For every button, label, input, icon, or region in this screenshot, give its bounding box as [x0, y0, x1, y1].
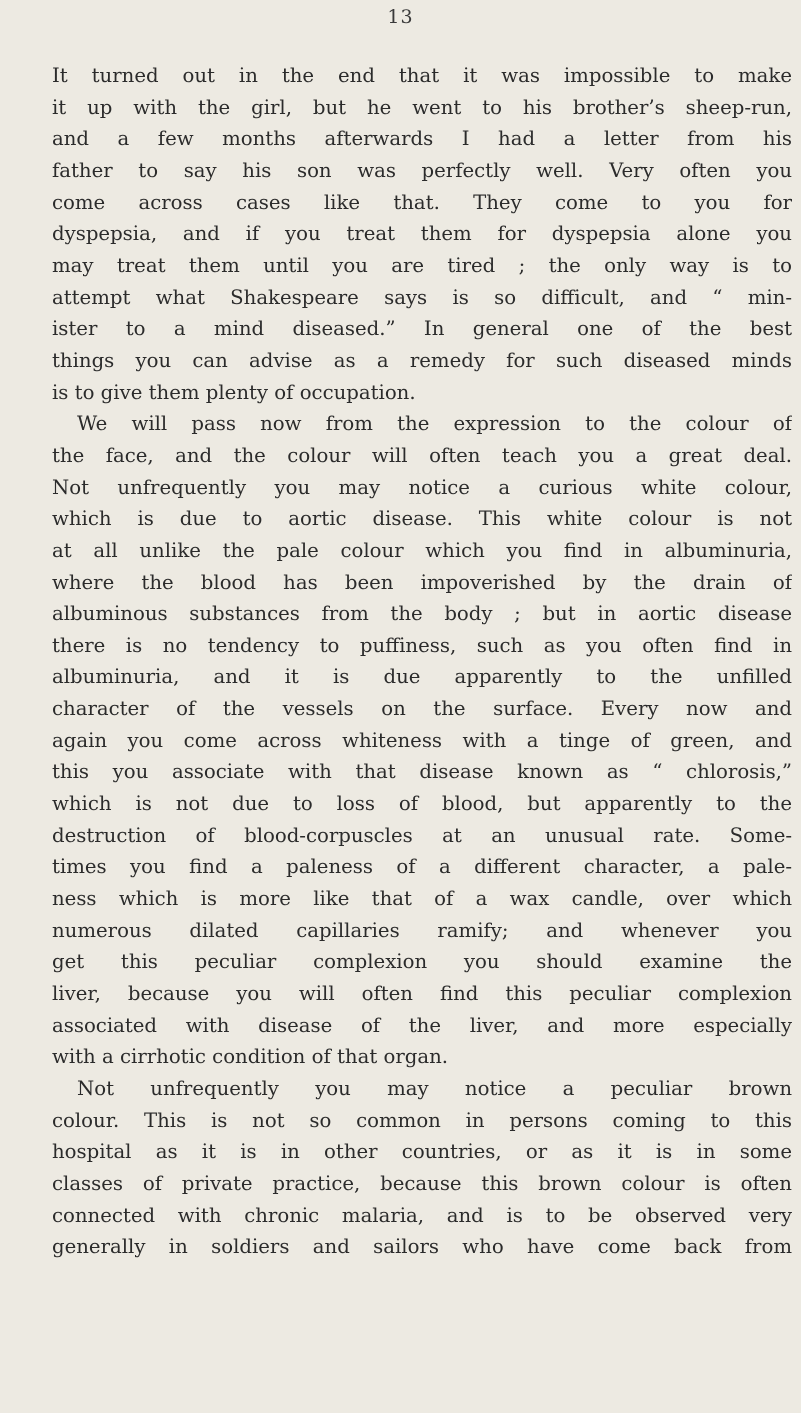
- text-line: the face, and the colour will often teach you a great deal.: [52, 443, 792, 467]
- body-text: [52, 60, 792, 1263]
- text-line: which is due to aortic disease. This white colour is not: [52, 507, 792, 531]
- text-line: associated with disease of the liver, and more especially: [52, 1013, 792, 1037]
- text-line: ister to a mind diseased.” In general one of the best: [52, 317, 792, 341]
- text-line: destruction of blood-corpuscles at an unusual rate. Some-: [52, 823, 792, 847]
- text-line: with a cirrhotic condition of that organ.: [52, 1045, 449, 1069]
- text-line: dyspepsia, and if you treat them for dyspepsia alone you: [52, 222, 792, 246]
- text-line: We will pass now from the expression to the colour of: [77, 412, 792, 436]
- text-line: character of the vessels on the surface. Every now and: [52, 697, 792, 721]
- text-line: colour. This is not so common in persons coming to this: [52, 1108, 792, 1132]
- text-line: hospital as it is in other countries, or as it is in some: [52, 1140, 792, 1164]
- text-line: it up with the girl, but he went to his brother’s sheep-run,: [52, 95, 792, 119]
- text-line: at all unlike the pale colour which you find in albuminuria,: [52, 538, 792, 562]
- text-line: again you come across whiteness with a tinge of green, and: [52, 728, 792, 752]
- text-line: father to say his son was perfectly well. Very often you: [52, 158, 792, 182]
- text-line: and a few months afterwards I had a letter from his: [52, 127, 792, 151]
- text-line: numerous dilated capillaries ramify; and whenever you: [52, 918, 792, 942]
- text-line: generally in soldiers and sailors who have come back from: [52, 1235, 792, 1259]
- text-line: classes of private practice, because this brown colour is often: [52, 1171, 792, 1195]
- page-number: 13: [387, 6, 414, 28]
- text-line: albuminuria, and it is due apparently to the unfilled: [52, 665, 792, 689]
- text-line: this you associate with that disease known as “ chlorosis,”: [52, 760, 792, 784]
- text-line: where the blood has been impoverished by the drain of: [52, 570, 792, 594]
- text-line: Not unfrequently you may notice a curious white colour,: [52, 475, 792, 499]
- text-line: come across cases like that. They come to you for: [52, 190, 792, 214]
- text-line: Not unfrequently you may notice a peculiar brown: [77, 1077, 792, 1100]
- text-line: is to give them plenty of occupation.: [52, 380, 416, 404]
- text-line: It turned out in the end that it was impossible to make: [52, 64, 792, 87]
- text-line: things you can advise as a remedy for such diseased minds: [52, 348, 792, 372]
- text-line: attempt what Shakespeare says is so difficult, and “ min-: [52, 285, 792, 309]
- text-line: ness which is more like that of a wax candle, over which: [52, 887, 792, 911]
- text-line: which is not due to loss of blood, but apparently to the: [52, 792, 792, 816]
- text-line: connected with chronic malaria, and is to be observed very: [52, 1203, 792, 1227]
- text-line: albuminous substances from the body ; but in aortic disease: [52, 602, 792, 626]
- text-line: there is no tendency to puffiness, such as you often find in: [52, 633, 792, 657]
- text-line: liver, because you will often find this peculiar complexion: [52, 982, 792, 1006]
- text-line: get this peculiar complexion you should examine the: [52, 950, 792, 974]
- text-line: may treat them until you are tired ; the only way is to: [52, 253, 792, 277]
- text-line: times you find a paleness of a different character, a pale-: [52, 855, 792, 879]
